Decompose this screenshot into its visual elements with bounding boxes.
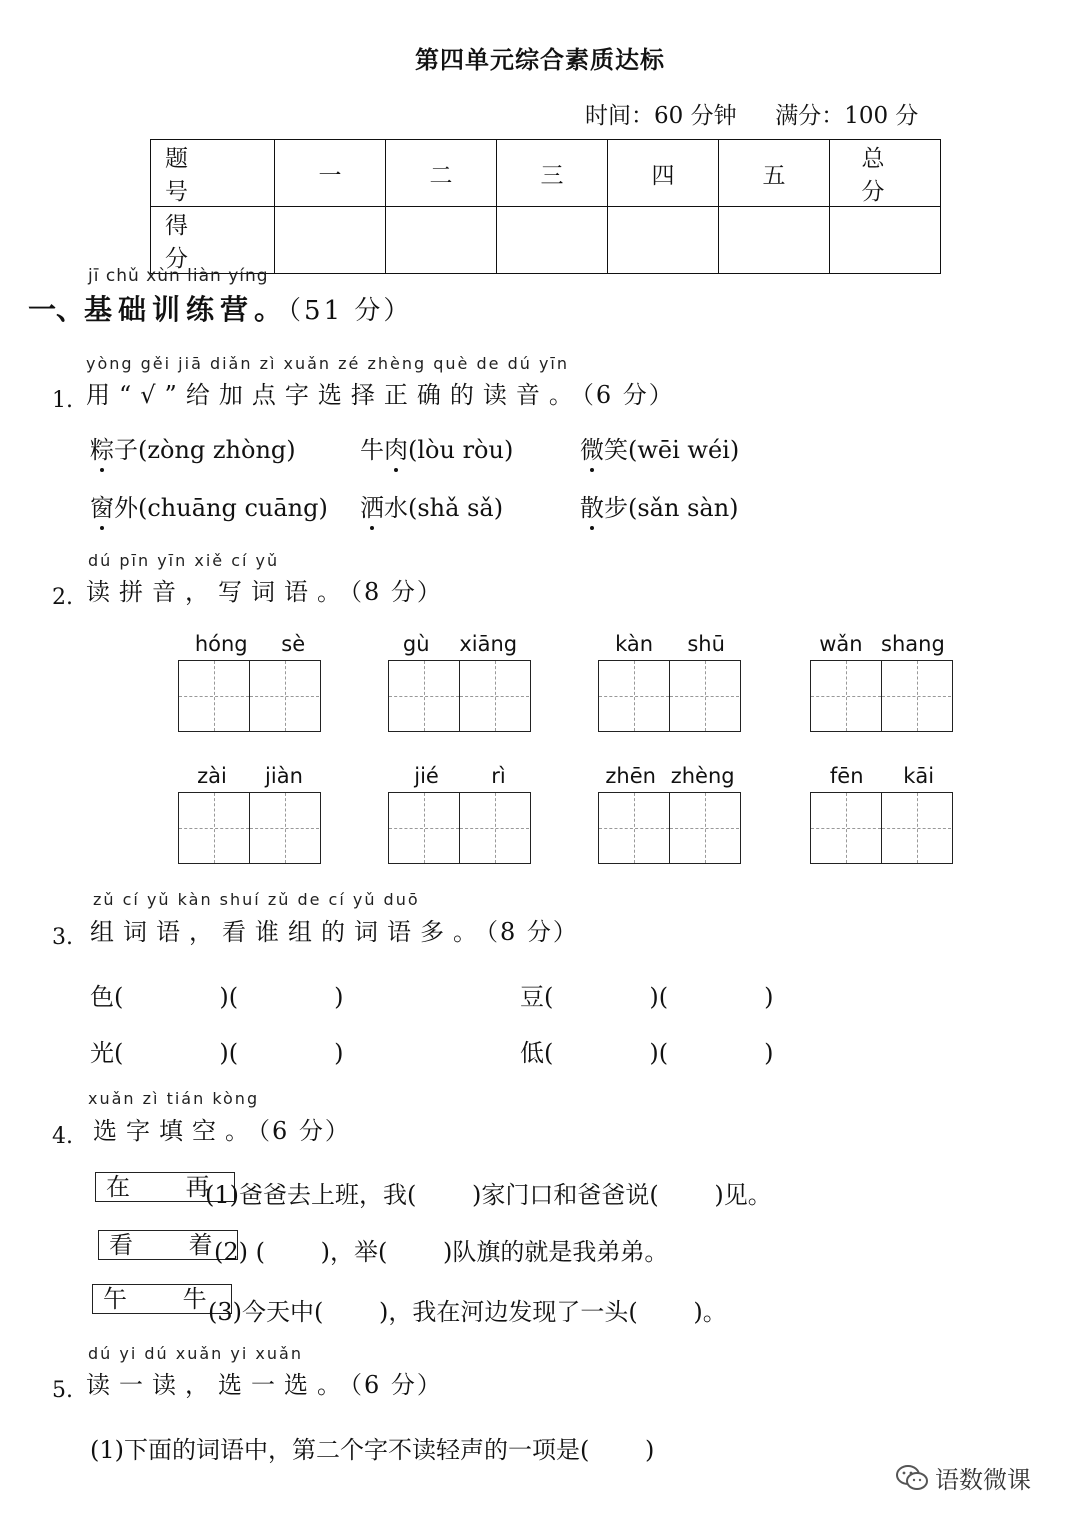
- q2-word-grid: [388, 632, 532, 732]
- q3-text: [90, 912, 579, 947]
- cell: 题 号: [151, 140, 275, 207]
- page-title: 第四单元综合素质达标: [415, 45, 665, 74]
- q5-instruction: 读一读，选一选。: [86, 1371, 350, 1399]
- writing-cell[interactable]: [179, 793, 249, 863]
- syllable: rì: [491, 764, 506, 788]
- writing-cell[interactable]: [249, 793, 319, 863]
- word-pinyin: [388, 632, 532, 656]
- q1-item-2: [360, 430, 513, 465]
- writing-cell[interactable]: [811, 793, 881, 863]
- dotted-char: 微: [580, 436, 604, 464]
- syllable: hóng: [194, 632, 248, 656]
- dotted-char: 散: [580, 494, 604, 522]
- q1-item-6: [580, 488, 739, 523]
- q2-number: 2.: [52, 585, 73, 610]
- writing-cell[interactable]: [811, 661, 881, 731]
- q5-text: [86, 1365, 443, 1400]
- syllable: jié: [414, 764, 439, 788]
- syllable: shang: [881, 632, 945, 656]
- q2-word-grid: [598, 764, 742, 864]
- item-text: 子(zòng zhòng): [114, 436, 296, 464]
- word-pinyin: [178, 632, 322, 656]
- item-text: (lòu ròu): [408, 436, 514, 464]
- q3-item-2[interactable]: 豆( )( ): [520, 983, 774, 1011]
- q1-pinyin: yòng gěi jiā diǎn zì xuǎn zé zhèng què de dú yīn: [86, 354, 569, 373]
- syllable: fēn: [829, 764, 864, 788]
- writing-cell[interactable]: [599, 661, 669, 731]
- q4-text: [93, 1111, 351, 1146]
- q2-pinyin: dú pīn yīn xiě cí yǔ: [88, 551, 280, 570]
- tian-zi-ge-boxes: [598, 792, 741, 864]
- tian-zi-ge-boxes: [388, 660, 531, 732]
- section-label: 基础训练营。: [84, 293, 289, 326]
- syllable: jiàn: [265, 764, 303, 788]
- q4-score: （6 分）: [258, 1117, 351, 1145]
- syllable: wǎn: [819, 632, 863, 656]
- item-text: 笑(wēi wéi): [604, 436, 740, 464]
- q4-sentence-2[interactable]: (2) ( )，举( )队旗的就是我弟弟。: [214, 1238, 669, 1266]
- word-pinyin: [178, 764, 322, 788]
- syllable: gù: [402, 632, 430, 656]
- full-score-label: 满分：100 分: [775, 103, 919, 129]
- word-pinyin: [810, 764, 954, 788]
- cell: 总 分: [830, 140, 941, 207]
- writing-cell[interactable]: [249, 661, 319, 731]
- q1-score: （6 分）: [581, 381, 675, 409]
- syllable: shū: [687, 632, 725, 656]
- q3-item-4[interactable]: 低( )( ): [520, 1039, 774, 1067]
- word-pinyin: [598, 632, 742, 656]
- q2-word-grid: [178, 764, 322, 864]
- score-cell[interactable]: [608, 207, 719, 274]
- time-label: 时间：60 分钟: [585, 103, 737, 129]
- q1-item-4: [90, 488, 328, 523]
- score-table-header-row: [151, 140, 941, 207]
- syllable: zhēn: [605, 764, 656, 788]
- q5-score: （6 分）: [350, 1371, 443, 1399]
- tian-zi-ge-boxes: [388, 792, 531, 864]
- tian-zi-ge-boxes: [178, 792, 321, 864]
- writing-cell[interactable]: [389, 793, 459, 863]
- section-pinyin: jī chǔ xùn liàn yíng: [88, 266, 269, 286]
- q3-instruction: 组词语，看谁组的词语多。: [90, 918, 486, 946]
- q1-number: 1.: [52, 388, 73, 413]
- q1-instruction: 用“√”给加点字选择正确的读音。: [86, 381, 582, 409]
- q5-sub-question-1[interactable]: (1)下面的词语中，第二个字不读轻声的一项是( ): [90, 1436, 655, 1464]
- cell: 三: [497, 140, 608, 207]
- q2-word-grid: [598, 632, 742, 732]
- q2-score: （8 分）: [350, 578, 443, 606]
- syllable: sè: [281, 632, 306, 656]
- word-pinyin: [810, 632, 954, 656]
- cell: 四: [608, 140, 719, 207]
- dotted-char: 肉: [384, 436, 408, 464]
- item-text: 外(chuāng cuāng): [114, 494, 328, 522]
- writing-cell[interactable]: [669, 793, 739, 863]
- syllable: xiāng: [459, 632, 518, 656]
- score-cell[interactable]: [830, 207, 941, 274]
- item-text: 水(shǎ sǎ): [384, 494, 504, 522]
- q5-pinyin: dú yi dú xuǎn yi xuǎn: [88, 1344, 303, 1363]
- q1-item-3: [580, 430, 739, 465]
- q1-text: [86, 375, 675, 410]
- tian-zi-ge-boxes: [810, 792, 953, 864]
- cell: 二: [386, 140, 497, 207]
- dotted-char: 洒: [360, 494, 384, 522]
- cell: 五: [719, 140, 830, 207]
- writing-cell[interactable]: [459, 661, 529, 731]
- q3-pinyin: zǔ cí yǔ kàn shuí zǔ de cí yǔ duō: [93, 890, 420, 909]
- q1-item-1: [90, 430, 296, 465]
- q4-options-3: 午 牛: [92, 1284, 232, 1314]
- writing-cell[interactable]: [459, 793, 529, 863]
- q2-word-grid: [810, 632, 954, 732]
- q4-options-1: 在 再: [95, 1172, 235, 1202]
- writing-cell[interactable]: [389, 661, 459, 731]
- tian-zi-ge-boxes: [178, 660, 321, 732]
- item-text: 步(sǎn sàn): [604, 494, 739, 522]
- syllable: kāi: [903, 764, 935, 788]
- score-cell[interactable]: [719, 207, 830, 274]
- q2-text: [86, 572, 443, 607]
- q3-score: （8 分）: [486, 918, 579, 946]
- dotted-char: 粽: [90, 436, 114, 464]
- section-heading: [28, 288, 412, 328]
- q2-word-grid: [388, 764, 532, 864]
- dotted-char: 窗: [90, 494, 114, 522]
- q1-item-5: [360, 488, 503, 523]
- q4-number: 4.: [52, 1124, 73, 1149]
- score-cell[interactable]: [386, 207, 497, 274]
- tian-zi-ge-boxes: [598, 660, 741, 732]
- watermark-text: 语数微课: [935, 1466, 1031, 1494]
- writing-cell[interactable]: [669, 661, 739, 731]
- word-pinyin: [388, 764, 532, 788]
- score-table-score-row: [151, 207, 941, 274]
- q2-word-grid: [810, 764, 954, 864]
- q3-item-3[interactable]: 光( )( ): [90, 1039, 344, 1067]
- q4-instruction: 选字填空。: [93, 1117, 258, 1145]
- writing-cell[interactable]: [881, 661, 951, 731]
- item-text: 牛: [360, 436, 384, 464]
- q4-pinyin: xuǎn zì tián kòng: [88, 1089, 260, 1108]
- cell: 一: [275, 140, 386, 207]
- word-pinyin: [598, 764, 742, 788]
- q4-sentence-1[interactable]: (1)爸爸去上班，我( )家门口和爸爸说( )见。: [205, 1181, 772, 1209]
- score-cell[interactable]: [497, 207, 608, 274]
- score-cell[interactable]: [275, 207, 386, 274]
- q2-word-grid: [178, 632, 322, 732]
- syllable: zhèng: [670, 764, 735, 788]
- writing-cell[interactable]: [881, 793, 951, 863]
- syllable: zài: [197, 764, 227, 788]
- score-table: [150, 139, 941, 274]
- q4-options-2: 看 着: [98, 1230, 238, 1260]
- section-score: （51 分）: [288, 296, 413, 326]
- q2-instruction: 读拼音，写词语。: [86, 578, 350, 606]
- cell: 得 分: [151, 207, 275, 274]
- exam-meta: [585, 97, 918, 130]
- q4-sentence-3[interactable]: (3)今天中( )，我在河边发现了一头( )。: [208, 1298, 727, 1326]
- writing-cell[interactable]: [179, 661, 249, 731]
- q3-item-1[interactable]: 色( )( ): [90, 983, 344, 1011]
- syllable: kàn: [615, 632, 654, 656]
- writing-cell[interactable]: [599, 793, 669, 863]
- tian-zi-ge-boxes: [810, 660, 953, 732]
- q3-number: 3.: [52, 925, 73, 950]
- watermark: [895, 1460, 1031, 1495]
- wechat-icon: [895, 1464, 929, 1492]
- q5-number: 5.: [52, 1378, 73, 1403]
- section-number: 一、: [28, 293, 85, 326]
